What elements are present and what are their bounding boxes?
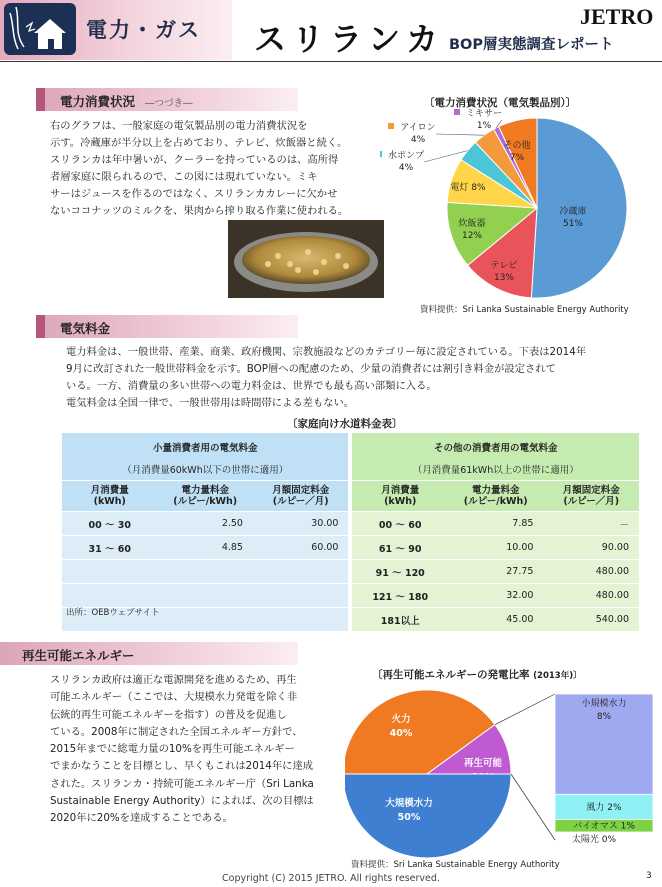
tariff-table-title: 〔家庭向け水道料金表〕 [287, 418, 403, 430]
connector-line [511, 774, 555, 840]
segment-label: 太陽光 0% [571, 835, 617, 845]
left-table-title: 小量消費者用の電気料金 [62, 433, 348, 457]
col-header-line: (ルピー／月) [563, 496, 620, 507]
coconut-curry-photo [228, 220, 384, 298]
table-cell: 00 ～ 30 [62, 511, 157, 535]
paragraph-line: 電力料金は、一般世帯、産業、商業、政府機関、宗教施設などのカテゴリー毎に設定されている。下表は2014年 [66, 346, 587, 358]
paragraph-line: いる。一方、消費量の多い世帯への電力料金は、世界でも最も高い部類に入る。 [66, 380, 437, 392]
header-rule [0, 61, 662, 62]
segment-value: 8% [596, 712, 612, 722]
paragraph-line: 伝統的再生可能エネルギーを指す）の普及を促進し [50, 708, 287, 721]
paragraph-line: 者層家庭に限られるので、この図には現れていない。ミキ [50, 171, 318, 183]
table-cell: 31 ～ 60 [62, 535, 157, 559]
slice-label: テレビ [490, 261, 518, 271]
copyright: Copyright (C) 2015 JETRO. All rights reserved. [222, 873, 440, 884]
col-header-usage [352, 480, 447, 511]
slice-value: 1% [476, 121, 492, 131]
paragraph-line: された。スリランカ・持続可能エネルギー庁（Sri Lanka [50, 777, 314, 790]
paragraph-line: 電気料金は全国一律で、一般世帯用は時間帯による差もない。 [66, 397, 355, 409]
col-header-line: 月消費量 [90, 485, 129, 496]
table-cell [253, 559, 348, 583]
renewable-chart-year: (2013年)〕 [533, 671, 582, 681]
stacked-bar-segment [555, 694, 653, 794]
appliance-chart-title: 〔電力消費状況（電気製品別）〕 [424, 97, 577, 109]
table-cell: 60.00 [253, 535, 348, 559]
paragraph-line: ないココナッツのミルクを、果肉から搾り取る作業に使われる。 [50, 205, 349, 217]
appliance-chart-source: 資料提供：Sri Lanka Sustainable Energy Authority [420, 305, 629, 315]
table-cell: 181以上 [352, 607, 447, 631]
tariff-paragraph [66, 344, 656, 412]
table-cell: － [543, 511, 639, 535]
col-header-line: 月消費量 [381, 485, 420, 496]
slice-label: その他 [503, 141, 531, 151]
col-header-line: (kWh) [93, 496, 126, 507]
left-table-subtitle: （月消費量60kWh以下の世帯に適用） [62, 457, 348, 480]
category-title: 電力・ガス [86, 18, 201, 42]
paragraph-line: でまかなうことを目標とし、早くもこれは2014年に達成 [50, 760, 314, 773]
table-cell [157, 607, 252, 631]
col-header-line: 月額固定料金 [562, 485, 620, 496]
section-header-power-consumption [36, 88, 298, 111]
jetro-logo: JETRO [580, 4, 654, 29]
slice-label: 冷蔵庫 [559, 207, 587, 217]
section-title: 再生可能エネルギー [22, 648, 135, 663]
slice-value: 7% [509, 153, 525, 163]
table-cell [253, 607, 348, 631]
appliance-pie-chart [380, 108, 650, 300]
power-consumption-paragraph [50, 118, 380, 220]
right-table-subtitle: （月消費量61kWh以上の世帯に適用） [352, 457, 639, 480]
category-logo [4, 3, 76, 55]
section-title [60, 92, 193, 110]
col-header-fixed [543, 480, 639, 511]
col-header-line: (ルピー／月) [272, 496, 329, 507]
paragraph-line: 可能エネルギー（ここでは、大規模水力発電を除く非 [50, 691, 298, 704]
slice-value: 4% [398, 163, 414, 173]
col-header-line: 月額固定料金 [272, 485, 330, 496]
table-cell: 480.00 [543, 583, 639, 607]
table-cell: 7.85 [448, 511, 543, 535]
section-header-tariff [36, 315, 298, 338]
leader-line [436, 134, 484, 135]
slice-value: 40% [389, 728, 413, 739]
col-header-energy [448, 480, 543, 511]
table-cell: 00 ～ 60 [352, 511, 447, 535]
slice-label: 水ポンプ [387, 151, 425, 161]
slice-label: 電灯 8% [450, 183, 486, 193]
slice-value: 50% [397, 812, 421, 823]
tariff-table [62, 433, 639, 631]
renewable-pie-chart [345, 682, 657, 860]
report-subtitle: BOP層実態調査レポート [449, 37, 614, 53]
slice-label: 火力 [391, 714, 411, 725]
table-cell: 480.00 [543, 559, 639, 583]
table-cell: 10.00 [448, 535, 543, 559]
slice-label: 再生可能 [463, 758, 503, 769]
legend-marker [388, 123, 394, 129]
col-header-line: 電力量料金 [181, 485, 229, 496]
section-title-text: 電力消費状況 [60, 94, 136, 109]
table-cell: 30.00 [253, 511, 348, 535]
table-cell: 61 ～ 90 [352, 535, 447, 559]
pie-slice [345, 774, 511, 858]
paragraph-line: 2020年に20%を達成することである。 [50, 812, 233, 825]
slice-value: 51% [562, 219, 584, 229]
legend-marker [454, 109, 460, 115]
col-header-line: (kWh) [384, 496, 417, 507]
table-cell: 32.00 [448, 583, 543, 607]
section-marker [36, 88, 45, 111]
connector-line [495, 694, 555, 725]
renewable-chart-title [372, 667, 582, 682]
paragraph-line: スリランカは年中暑いが、クーラーを持っているのは、高所得 [50, 154, 339, 166]
paragraph-line: 示す。冷蔵庫が半分以上を占めており、テレビ、炊飯器と続く。 [50, 137, 348, 149]
paragraph-line: サーはジュースを作るのではなく、スリランカカレーに欠かせ [50, 188, 338, 200]
col-header-energy [157, 480, 252, 511]
slice-label: 大規模水力 [385, 798, 433, 809]
section-subtitle: ―つづき― [145, 98, 193, 109]
col-header-line: 電力量料金 [471, 485, 520, 496]
paragraph-line: スリランカ政府は適正な電源開発を進めるため、再生 [50, 674, 297, 686]
table-cell: 91 ～ 120 [352, 559, 447, 583]
table-cell: 121 ～ 180 [352, 583, 447, 607]
table-cell [157, 583, 252, 607]
paragraph-line: ている。2008年に制定された全国エネルギー方針で、 [50, 725, 303, 738]
table-cell [62, 559, 157, 583]
section-header-renewable [0, 642, 298, 665]
slice-value: 12% [461, 231, 483, 241]
slice-label: 炊飯器 [458, 219, 486, 229]
slice-value: 13% [493, 273, 515, 283]
col-header-usage [62, 480, 157, 511]
page-title: スリランカ [254, 20, 445, 58]
table-cell: 2.50 [157, 511, 252, 535]
right-table-title: その他の消費者用の電気料金 [352, 433, 639, 457]
tariff-source: 出所：OEBウェブサイト [66, 608, 160, 618]
slice-value: 4% [410, 135, 426, 145]
legend-marker [380, 151, 382, 157]
page-number: 3 [646, 871, 652, 881]
section-title: 電気料金 [60, 321, 111, 336]
paragraph-line: 9月に改訂された一般世帯料金を示す。BOP層への配慮のため、少量の消費者には割引き料金が設定されて [66, 363, 556, 375]
house-lightning-icon [4, 3, 76, 55]
table-cell: 27.75 [448, 559, 543, 583]
renewable-paragraph [50, 672, 360, 828]
renewable-chart-source: 資料提供：Sri Lanka Sustainable Energy Authority [351, 860, 560, 870]
col-header-line: (ルピー/kWh) [173, 496, 238, 507]
table-cell: 45.00 [448, 607, 543, 631]
paragraph-line: 右のグラフは、一般家庭の電気製品別の電力消費状況を [50, 120, 308, 132]
segment-label: バイオマス 1% [573, 821, 635, 832]
paragraph-line: 2015年までに総電力量の10%を再生可能エネルギー [50, 743, 295, 756]
table-cell [62, 583, 157, 607]
paragraph-line: Sustainable Energy Authority）によれば、次の目標は [50, 795, 314, 808]
renewable-chart-title-text: 〔再生可能エネルギーの発電比率 [372, 669, 530, 681]
table-cell [157, 559, 252, 583]
slice-label: ミキサー [465, 109, 503, 119]
segment-label: 風力 2% [586, 802, 622, 813]
section-marker [36, 315, 45, 338]
table-cell: 540.00 [543, 607, 639, 631]
table-cell: 4.85 [157, 535, 252, 559]
segment-label: 小規模水力 [581, 699, 627, 709]
table-cell [253, 583, 348, 607]
col-header-fixed [253, 480, 348, 511]
table-cell: 90.00 [543, 535, 639, 559]
col-header-line: (ルピー/kWh) [463, 496, 528, 507]
slice-label: アイロン [400, 123, 436, 133]
